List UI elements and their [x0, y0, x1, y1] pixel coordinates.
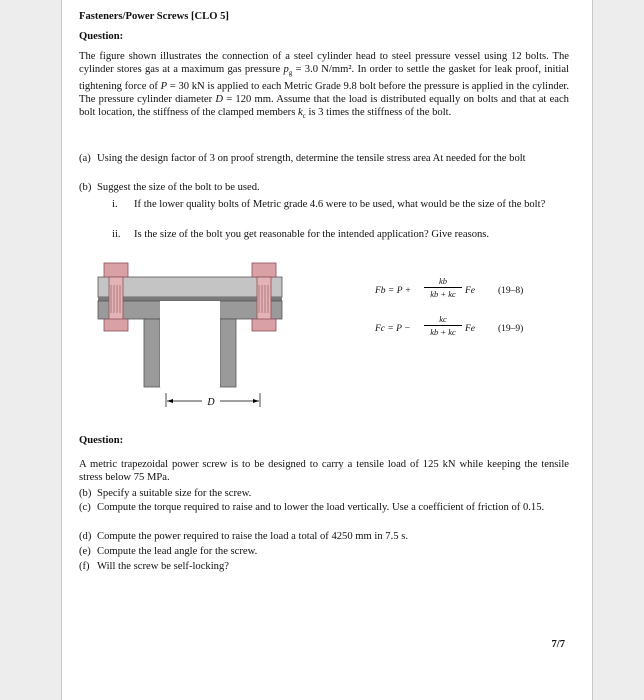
dimension-label: D [207, 397, 215, 408]
item-label: (b) [79, 488, 92, 499]
item-b [79, 487, 569, 500]
item-d [79, 530, 569, 543]
eq1-fraction-bar [424, 287, 462, 288]
page-number: 7/7 [551, 639, 565, 650]
page-border-left [61, 0, 62, 700]
part-label: (a) [79, 153, 91, 164]
item-f [79, 560, 569, 573]
question-label: Question: [79, 31, 124, 42]
eq1-numerator: kb [438, 276, 448, 286]
item-label: (d) [79, 531, 92, 542]
eq1-tail: Fe [465, 286, 476, 296]
item-text: Compute the torque required to raise and to lower the load vertically. Use a coefficient of friction of 0.15. [97, 502, 545, 513]
item-label: (c) [79, 502, 91, 513]
page-border-right [592, 0, 593, 700]
subpart-ii [112, 228, 572, 241]
subpart-text: If the lower quality bolts of Metric grade 4.6 were to be used, what would be the size of the bolt? [134, 199, 546, 210]
eq2-lhs: Fc = P − [375, 324, 411, 334]
item-c [79, 501, 569, 514]
item-e [79, 545, 569, 558]
eq2-fraction-bar [424, 325, 462, 326]
subpart-label: i. [112, 199, 118, 210]
subpart-i [112, 198, 572, 211]
bolted-flange-figure [90, 255, 290, 415]
eq1-number: (19–8) [498, 286, 524, 296]
item-text: Compute the power required to raise the load a total of 4250 mm in 7.5 s. [97, 531, 408, 542]
vessel-wall-left [144, 319, 160, 387]
subpart-label: ii. [112, 229, 121, 240]
item-label: (e) [79, 546, 91, 557]
part-text: Suggest the size of the bolt to be used. [97, 182, 260, 193]
problem-statement-2: A metric trapezoidal power screw is to be designed to carry a tensile load of 125 kN while keeping the tensile stress below 75 MPa. [79, 459, 569, 483]
item-label: (f) [79, 561, 90, 572]
part-text: Using the design factor of 3 on proof strength, determine the tensile stress area At needed for the bolt [97, 153, 526, 164]
dimension-d [166, 393, 260, 408]
part-a [79, 152, 569, 165]
equation-19-8 [375, 276, 575, 306]
eq1-denominator: kb + kc [430, 289, 456, 299]
eq2-denominator: kb + kc [430, 327, 456, 337]
equation-19-9 [375, 314, 575, 344]
vessel-bore [160, 301, 220, 387]
eq2-number: (19–9) [498, 324, 524, 334]
gasket [98, 297, 282, 301]
item-text: Specify a suitable size for the screw. [97, 488, 252, 499]
problem-statement: The figure shown illustrates the connection of a steel cylinder head to steel pressure vessel using 12 bolts. The cylinder stores gas at a maximum gas pressure $p_g = 3.0$ N/mm². In order to settle the gasket for leak proof, initial tightening force of P = 30 kN is applied to each Metric Grade 9.8 bolt before the pressure is applied in the cylinder. The pressure cylinder diameter D = 120 mm. Assume that the load is distributed equally on bolts and that at each bolt location, the stiffness of the clamped members $k_c$ is 3 times the stiffness of the bolt. [79, 51, 569, 121]
part-label: (b) [79, 182, 92, 193]
part-b [79, 181, 569, 194]
item-text: Compute the lead angle for the screw. [97, 546, 258, 557]
item-text: Will the screw be self-locking? [97, 561, 229, 572]
subpart-text: Is the size of the bolt you get reasonable for the intended application? Give reasons. [134, 229, 490, 240]
eq2-numerator: kc [439, 314, 447, 324]
question-label-2: Question: [79, 435, 124, 446]
eq2-tail: Fe [465, 324, 476, 334]
section-heading: Fasteners/Power Screws [CLO 5] [79, 11, 229, 22]
eq1-lhs: Fb = P + [375, 286, 412, 296]
cylinder-head [98, 277, 282, 297]
vessel-wall-right [220, 319, 236, 387]
